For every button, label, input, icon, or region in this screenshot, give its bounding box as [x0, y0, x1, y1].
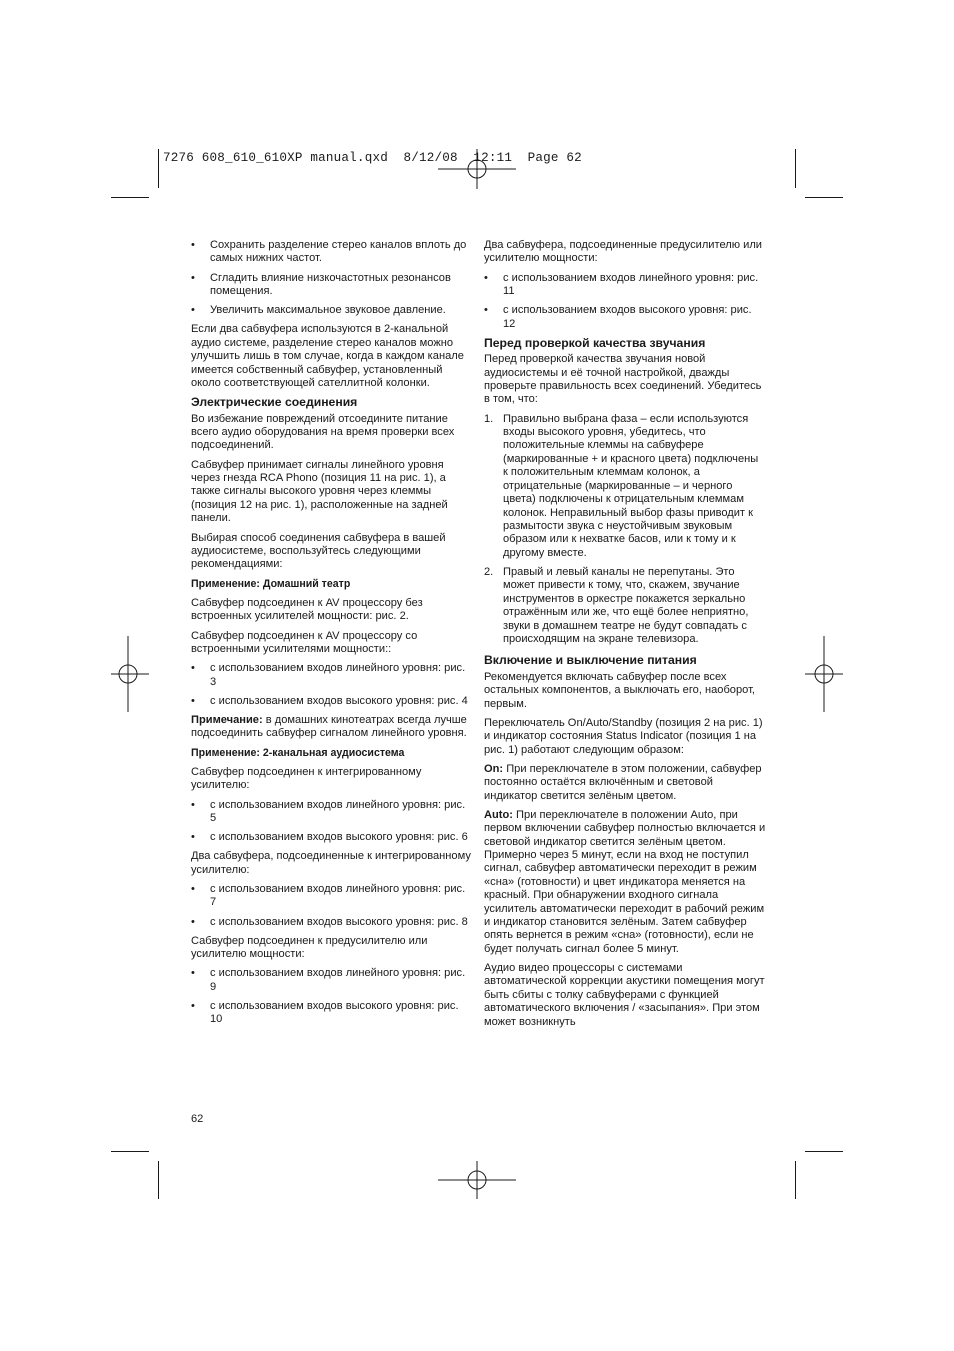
page-number: 62: [191, 1113, 204, 1125]
list-item: • с использованием входов высокого уровня: рис. 4: [191, 694, 468, 707]
list-item: • с использованием входов высокого уровня: рис. 8: [191, 915, 468, 928]
bullet-glyph: •: [191, 304, 195, 317]
bullet-glyph: •: [191, 798, 195, 811]
paragraph-on-mode: On: При переключателе в этом положении, сабвуфер постоянно остаётся включённым и световой индикатор светится зелёным цветом.: [484, 762, 762, 802]
heading-before-listening: Перед проверкой качества звучания: [484, 335, 706, 350]
file-slug: [163, 151, 582, 165]
crop-mark-tl-v: [158, 149, 159, 188]
slug-left: 7276 608_610_610XP manual.qxd 8/12/08: [163, 151, 458, 165]
paragraph-power-off: Во избежание повреждений отсоедините питание всего аудио оборудования на время проверки всех подсоединений.: [191, 412, 455, 452]
list-item: • Увеличить максимальное звуковое давление.: [191, 304, 446, 317]
left-column: [191, 239, 473, 1033]
bullet-glyph: •: [191, 1000, 195, 1013]
registration-mark-right: [805, 636, 843, 712]
on-label: On:: [484, 762, 504, 775]
list-item: • с использованием входов высокого уровня: рис. 12: [484, 304, 752, 330]
list-item: 2. Правый и левый каналы не перепутаны. Это может привести к тому, что, скажем, звучание инструментов в оркестре покажется зеркально отражённым или же, что ещё более неприятно, звуки в домашнем театре не будут совпадать с происходящим на экране телевизора.: [484, 565, 749, 645]
paragraph-auto-mode: Auto: При переключателе в положении Auto, при первом включении сабвуфер полностью включается и световой индикатор светится зелёным цветом. Примерно через 5 минут, если на вход не поступил сигнал, сабвуфер автоматически переходит в режим «сна» (готовности) и цвет индикатора меняется на красный. При обнаружении входного сигнала усилитель автоматически переходит в рабочий режим и индикатор становится зелёным. Затем сабвуфер опять вернется в режим «сна» (готовности), если не будет получать сигнал более 5 минут.: [484, 808, 766, 955]
bullet-glyph: •: [191, 662, 195, 675]
list-item: • с использованием входов линейного уровня: рис. 3: [191, 662, 466, 688]
list-item: • с использованием входов высокого уровня: рис. 10: [191, 1000, 459, 1026]
preamp-bullet-list: [191, 967, 473, 1026]
paragraph-choose: Выбирая способ соединения сабвуфера в вашей аудиосистеме, воспользуйтесь следующими рекомендациями:: [191, 531, 446, 571]
paragraph-switch: Переключатель On/Auto/Standby (позиция 2 на рис. 1) и индикатор состояния Status Indicator (позиция 1 на рис. 1) работают следующим образом:: [484, 716, 763, 756]
paragraph-two-integrated: Два сабвуфера, подсоединенные к интегрированному усилителю:: [191, 850, 471, 876]
bullet-glyph: •: [191, 831, 195, 844]
bullet-glyph: •: [191, 694, 195, 707]
paragraph-av-no-amp: Сабвуфер подсоединен к AV процессору без встроенных усилителей мощности: рис. 2.: [191, 596, 423, 623]
subheading-home-theatre: Применение: Домашний театр: [191, 577, 351, 590]
subheading-2ch: Применение: 2-канальная аудиосистема: [191, 746, 405, 759]
paragraph-av-amp: Сабвуфер подсоединен к AV процессору со встроенными усилителями мощности::: [191, 629, 418, 655]
list-item: • с использованием входов линейного уровня: рис. 9: [191, 967, 466, 993]
intro-paragraph: Если два сабвуфера используются в 2-канальной аудио системе, разделение стерео каналов можно улучшить лишь в том случае, когда в каждом канале имеется собственный сабвуфер, установленный около соответствующей сателлитной колонки.: [191, 323, 464, 390]
list-item: • с использованием входов линейного уровня: рис. 5: [191, 798, 466, 824]
bullet-glyph: •: [191, 883, 195, 895]
paragraph-signals: Сабвуфер принимает сигналы линейного уровня через гнезда RCA Phono (позиция 11 на рис. 1), а также сигналы высокого уровня через клеммы (позиция 12 на рис. 1), расположенные на задней панели.: [191, 458, 448, 525]
right-column: [484, 239, 766, 1035]
slug-right: 12:11 Page 62: [473, 151, 582, 165]
auto-label: Auto:: [484, 808, 513, 821]
av-bullet-list: [191, 662, 473, 708]
intro-bullet-list: [191, 239, 473, 318]
registration-mark-bottom: [438, 1161, 516, 1199]
bullet-glyph: •: [191, 915, 195, 928]
two-integrated-bullet-list: [191, 883, 473, 929]
bullet-glyph: •: [484, 271, 488, 284]
list-number: 1.: [484, 412, 494, 425]
bullet-glyph: •: [191, 239, 195, 251]
heading-connections: Электрические соединения: [191, 395, 358, 410]
crop-mark-br-h: [805, 1151, 843, 1152]
list-item: • с использованием входов линейного уровня: рис. 7: [191, 883, 466, 909]
two-preamp-bullet-list: [484, 272, 766, 331]
crop-mark-bl-v: [158, 1161, 159, 1199]
paragraph-check: Перед проверкой качества звучания новой аудиосистемы и её точной настройкой, дважды проверьте правильность всех соединений. Убедитесь в том, что:: [484, 353, 762, 406]
paragraph-two-preamp: Два сабвуфера, подсоединенные предусилителю или усилителю мощности:: [484, 239, 763, 265]
paragraph-av-processors: Аудио видео процессоры с системами автоматической коррекции акустики помещения могут быть сбиты с толку сабвуферами с функцией автоматического включения / «засыпания». При этом может возникнуть: [484, 962, 765, 1028]
note-label: Примечание:: [191, 713, 263, 726]
check-numbered-list: [484, 413, 766, 647]
bullet-glyph: •: [191, 271, 195, 284]
list-number: 2.: [484, 565, 494, 578]
crop-mark-tl-h: [111, 197, 149, 198]
crop-mark-br-v: [795, 1161, 796, 1199]
crop-mark-bl-h: [111, 1151, 149, 1152]
registration-mark-left: [111, 636, 149, 712]
paragraph-preamp: Сабвуфер подсоединен к предусилителю или усилителю мощности:: [191, 934, 428, 961]
bullet-glyph: •: [484, 304, 488, 317]
list-item: • с использованием входов линейного уровня: рис. 11: [484, 271, 759, 298]
paragraph-integrated: Сабвуфер подсоединен к интегрированному усилителю:: [191, 765, 422, 792]
crop-mark-tr-v: [795, 149, 796, 188]
list-item: • Сохранить разделение стерео каналов вплоть до самых нижних частот.: [191, 239, 467, 265]
list-item: 1. Правильно выбрана фаза – если используются входы высокого уровня, убедитесь, что положительные клеммы на сабвуфере (маркированные + и красного цвета) подключены к положительным клеммам колонок, а отрицательные (маркированные – и черного цвета) подключены к отрицательным клеммам колонок. Неправильный выбор фазы приводит к размытости звука с неустойчивым звуковым образом или к нехватке басов, или к тому и к другому вместе.: [484, 412, 759, 559]
bullet-glyph: •: [191, 967, 195, 980]
list-item: • Сгладить влияние низкочастотных резонансов помещения.: [191, 271, 451, 298]
list-item: • с использованием входов высокого уровня: рис. 6: [191, 831, 468, 844]
integrated-bullet-list: [191, 799, 473, 845]
crop-mark-tr-h: [805, 197, 843, 198]
paragraph-recommend: Рекомендуется включать сабвуфер после всех остальных компонентов, а выключать его, наоборот, первым.: [484, 670, 756, 710]
note-paragraph: Примечание: в домашних кинотеатрах всегда лучше подсоединить сабвуфер сигналом линейного уровня.: [191, 713, 467, 740]
heading-power-on-off: Включение и выключение питания: [484, 653, 697, 668]
